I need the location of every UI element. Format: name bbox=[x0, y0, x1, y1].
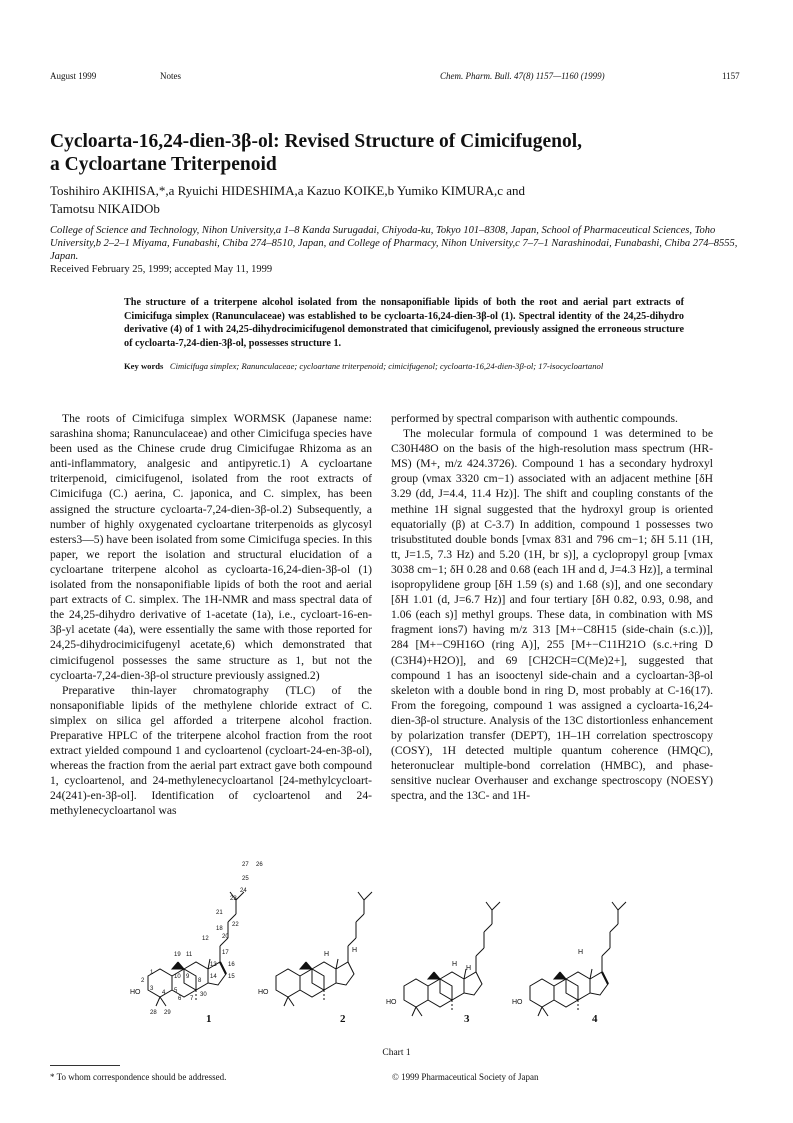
atom-label: 18 bbox=[216, 926, 223, 932]
atom-label: 7 bbox=[190, 996, 194, 1002]
atom-label: 14 bbox=[210, 974, 217, 980]
atom-label: 5 bbox=[174, 988, 178, 994]
compound-number: 2 bbox=[340, 1013, 346, 1025]
atom-label: 9 bbox=[186, 974, 190, 980]
compound-number: 3 bbox=[464, 1013, 470, 1025]
atom-label: 8 bbox=[198, 978, 202, 984]
author-list bbox=[50, 182, 740, 218]
body-paragraph: performed by spectral comparison with authentic compounds. bbox=[391, 412, 678, 425]
compound-1-structure bbox=[130, 862, 263, 1025]
atom-label: 20 bbox=[222, 934, 229, 940]
atom-label: 21 bbox=[216, 910, 223, 916]
affiliations: College of Science and Technology, Nihon University,a 1–8 Kanda Surugadai, Chiyoda-ku, Tokyo 101–8308, Japan, School of Pharmaceutical Sciences, Toho University,b 2–2–1 Miyama, Funabashi, Chiba 274–8510, Japan, and College of Pharmacy, Nihon University,c 7–7–1 Narashinodai, Funabashi, Chiba 274–8555, Japan. bbox=[50, 225, 738, 262]
hydrogen-label: H bbox=[352, 947, 358, 954]
body-paragraph: Preparative thin-layer chromatography (TLC) of the nonsaponifiable lipids of the methylene chloride extract of C. simplex on silica gel afforded a triterpene alcohol fraction. Preparative HPLC of the triterpene alcohol fraction from the root extract yielded compound 1 and cycloartenol (cycloart-24-en-3β-ol), whereas the fraction from the aerial part extract gave both compound 1, cycloartenol, and 24-methylenecycloartanol [24-methylcycloart-24(241)-en-3β-ol]. Identification of cycloartenol and 24-methylenecycloartanol was bbox=[50, 683, 372, 818]
hydroxyl-label: HO bbox=[512, 999, 523, 1006]
body-paragraph: The roots of Cimicifuga simplex WORMSK (Japanese name: sarashina shoma; Ranunculaceae) and other Cimicifuga species have been used as the Chinese crude drug Cimicifugae Rhizoma as an anti-inflammatory, analgesic and antipyretic.1) A cycloartane triterpenoid, cimicifugenol, isolated from the root extracts of Cimicifuga (C.) aerina, C. japonica, and C. simplex, has been assigned the structure cycloarta-7,24-dien-3β-ol.2) Subsequently, a number of highly oxygenated cycloartane triterpenoids as glycosyl esters3—5) have been isolated from some Cimicifuga species. In this paper, we report the isolation and structural elucidation of a cycloartane triterpene alcohol as cycloarta-16,24-dien-3β-ol (1) isolated from the nonsaponifiable lipids of both the root and aerial part extracts of C. simplex. The 1H-NMR and mass spectral data of the 24,25-dihydro derivative of 1-acetate (1a), i.e., cycloart-16-en-3β-yl acetate (4a), were essentially the same with those reported for 24,25-dihydrocimicifugenyl acetate,6) which demonstrated that cimicifugenol possesses the same structure as 1, but not the cycloarta-7,24-dien-3β-ol structure previously assigned.2) bbox=[50, 412, 372, 682]
hydroxyl-label: HO bbox=[386, 999, 397, 1006]
keywords-text: Cimicifuga simplex; Ranunculaceae; cycloartane triterpenoid; cimicifugenol; cycloarta-16,24-dien-3β-ol; 17-isocycloartanol bbox=[169, 361, 604, 371]
atom-label: 17 bbox=[222, 950, 229, 956]
atom-label: 29 bbox=[164, 1010, 171, 1016]
article-title bbox=[50, 130, 750, 176]
hydrogen-label: H bbox=[324, 951, 330, 958]
footnote-rule bbox=[50, 1065, 120, 1066]
authors-line-1: Toshihiro AKIHISA,*,a Ryuichi HIDESHIMA,a Kazuo KOIKE,b Yumiko KIMURA,c and bbox=[50, 183, 526, 198]
header-date: August 1999 bbox=[50, 71, 97, 81]
title-line-1: Cycloarta-16,24-dien-3β-ol: Revised Structure of Cimicifugenol, bbox=[50, 131, 582, 152]
copyright-notice: © 1999 Pharmaceutical Society of Japan bbox=[392, 1072, 539, 1082]
atom-label: 26 bbox=[256, 862, 263, 868]
hydrogen-label: H bbox=[452, 961, 458, 968]
atom-label: 11 bbox=[186, 952, 193, 958]
atom-label: 15 bbox=[228, 974, 235, 980]
header-page-number: 1157 bbox=[722, 71, 740, 81]
atom-label: 27 bbox=[242, 862, 249, 868]
atom-label: 19 bbox=[174, 952, 181, 958]
header-journal: Chem. Pharm. Bull. 47(8) 1157—1160 (1999) bbox=[440, 71, 605, 81]
received-dates: Received February 25, 1999; accepted May 11, 1999 bbox=[50, 264, 273, 275]
compound-number: 1 bbox=[206, 1013, 212, 1025]
atom-label: 23 bbox=[230, 896, 237, 902]
atom-label: 24 bbox=[240, 888, 247, 894]
hydrogen-label: H bbox=[466, 965, 472, 972]
atom-label: 3 bbox=[150, 986, 154, 992]
body-paragraph: The molecular formula of compound 1 was determined to be C30H48O on the basis of the high-resolution mass spectrum (HR-MS) (M+, m/z 424.3726). Compound 1 has a secondary hydroxyl group (νmax 3320 cm−1) associated with an adjacent methine [δH 3.29 (dd, J=4.4, 11.4 Hz)]. The shift and coupling constants of the methine 1H signal suggested that the hydroxyl group is oriented equatorially (β) at C-3.7) In addition, compound 1 possesses two trisubstituted double bonds [νmax 831 and 796 cm−1; δH 5.11 (1H, tt, J=1.5, 7.3 Hz) and 5.20 (1H, br s)], a cyclopropyl group [νmax 3038 cm−1; δH 0.28 and 0.68 (each 1H and d, J=4.3 Hz)], a terminal isopropylidene group [δH 1.59 (s) and 1.68 (s)], and one secondary [δH 1.01 (d, J=6.7 Hz)] and four tertiary [δH 0.82, 0.93, 0.98, and 1.06 (each s)] methyl groups. These data, in combination with MS fragment ions7) having m/z 313 [M+−C8H15 (side-chain (s.c.))], 284 [M+−C9H16O (ring A)], 255 [M+−C11H21O (s.c.+ring D (C3H4)+H2O)], and 69 [CH2CH=C(Me)2+], suggested that compound 1 has an isooctenyl side-chain and a cycloartan-3β-ol skeleton with a double bond in ring D, most probably at C-16(17). From the foregoing, compound 1 was assigned a cycloarta-16,24-dien-3β-ol structure. Analysis of the 13C distortionless enhancement by polarization transfer (DEPT), 1H–1H correlation spectroscopy (COSY), 1H detected multiple quantum coherence (HMQC), heteronuclear multiple-bond correlation (HMBC), and phase-sensitive nuclear Overhauser and exchange spectroscopy (NOESY) spectra, and the 13C- and 1H- bbox=[391, 427, 713, 803]
keywords-label: Key words bbox=[124, 361, 164, 371]
correspondence-footnote: * To whom correspondence should be addressed. bbox=[50, 1072, 227, 1082]
right-column bbox=[391, 411, 713, 803]
atom-label: 4 bbox=[162, 990, 166, 996]
compound-3-structure bbox=[386, 902, 500, 1025]
atom-label: 2 bbox=[141, 978, 145, 984]
header-section: Notes bbox=[160, 71, 181, 81]
title-line-2: a Cycloartane Triterpenoid bbox=[50, 154, 277, 175]
atom-label: 30 bbox=[200, 992, 207, 998]
atom-label: 10 bbox=[174, 974, 181, 980]
atom-label: 13 bbox=[210, 962, 217, 968]
hydroxyl-label: HO bbox=[130, 989, 141, 996]
compound-4-structure bbox=[512, 902, 626, 1025]
hydrogen-label: H bbox=[578, 949, 584, 956]
structures-chart bbox=[130, 856, 658, 1025]
atom-label: 12 bbox=[202, 936, 209, 942]
atom-label: 6 bbox=[178, 996, 182, 1002]
left-column bbox=[50, 411, 372, 819]
atom-label: 25 bbox=[242, 876, 249, 882]
atom-label: 22 bbox=[232, 922, 239, 928]
keywords bbox=[124, 361, 684, 372]
atom-label: 1 bbox=[150, 970, 154, 976]
chart-caption: Chart 1 bbox=[382, 1048, 411, 1058]
atom-label: 16 bbox=[228, 962, 235, 968]
authors-line-2: Tamotsu NIKAIDOb bbox=[50, 201, 160, 216]
atom-label: 28 bbox=[150, 1010, 157, 1016]
abstract: The structure of a triterpene alcohol isolated from the nonsaponifiable lipids of both the root and aerial part extracts of Cimicifuga simplex (Ranunculaceae) was established to be cycloarta-16,24-dien-3β-ol (1). Spectral identity of the 24,25-dihydro derivative (4) of 1 with 24,25-dihydrocimicifugenol demonstrated that cimicifugenol, previously assigned the erroneous structure of cycloarta-7,24-dien-3β-ol, possesses structure 1. bbox=[124, 297, 684, 349]
compound-2-structure bbox=[258, 892, 372, 1025]
compound-number: 4 bbox=[592, 1013, 598, 1025]
hydroxyl-label: HO bbox=[258, 989, 269, 996]
